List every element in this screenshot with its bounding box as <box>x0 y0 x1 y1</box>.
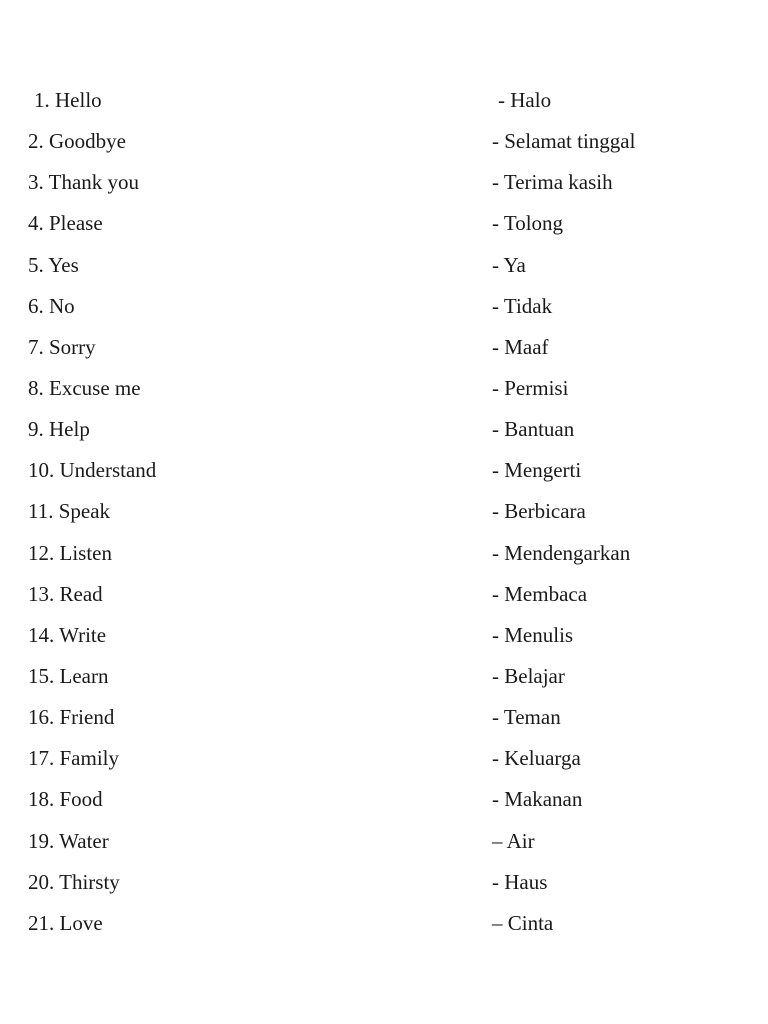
vocab-row <box>0 621 768 662</box>
indonesian-translation: - Maaf <box>492 334 549 359</box>
english-word: 18. Food <box>28 787 103 812</box>
english-word: 2. Goodbye <box>28 129 126 154</box>
vocab-row <box>0 539 768 580</box>
english-word: 5. Yes <box>28 252 79 277</box>
vocab-row <box>0 127 768 168</box>
english-word: 16. Friend <box>28 705 115 730</box>
indonesian-translation: - Keluarga <box>492 746 581 771</box>
english-word: 21. Love <box>28 910 103 935</box>
vocab-row <box>0 415 768 456</box>
indonesian-translation: - Selamat tinggal <box>492 129 636 154</box>
indonesian-translation: - Menulis <box>492 622 574 647</box>
vocab-row <box>0 251 768 292</box>
indonesian-translation: - Berbicara <box>492 499 586 524</box>
vocab-row <box>0 292 768 333</box>
vocab-row <box>0 703 768 744</box>
indonesian-translation: - Terima kasih <box>492 170 613 195</box>
indonesian-translation: - Ya <box>492 252 526 277</box>
vocab-row <box>0 209 768 250</box>
english-word: 17. Family <box>28 746 120 771</box>
vocabulary-list <box>0 86 768 950</box>
indonesian-translation: - Haus <box>492 869 548 894</box>
vocab-row <box>0 374 768 415</box>
indonesian-translation: - Makanan <box>492 787 583 812</box>
vocab-row <box>0 456 768 497</box>
english-word: 15. Learn <box>28 663 109 688</box>
english-word: 4. Please <box>28 211 103 236</box>
indonesian-translation: - Tidak <box>492 293 553 318</box>
english-word: 3. Thank you <box>28 170 140 195</box>
indonesian-translation: – Air <box>492 828 535 853</box>
indonesian-translation: - Bantuan <box>492 417 575 442</box>
vocab-row <box>0 909 768 950</box>
english-word: 9. Help <box>28 417 90 442</box>
vocab-row <box>0 744 768 785</box>
english-word: 20. Thirsty <box>28 869 120 894</box>
indonesian-translation: - Mengerti <box>492 458 582 483</box>
english-word: 12. Listen <box>28 540 112 565</box>
vocab-row <box>0 868 768 909</box>
indonesian-translation: - Mendengarkan <box>492 540 631 565</box>
vocab-row <box>0 785 768 826</box>
english-word: 14. Write <box>28 622 107 647</box>
english-word: 6. No <box>28 293 75 318</box>
indonesian-translation: - Halo <box>498 88 552 112</box>
english-word: 11. Speak <box>28 499 111 524</box>
vocab-row <box>0 662 768 703</box>
english-word: 13. Read <box>28 581 103 606</box>
indonesian-translation: - Permisi <box>492 375 569 400</box>
english-word: 8. Excuse me <box>28 375 141 400</box>
indonesian-translation: - Membaca <box>492 581 588 606</box>
vocab-row <box>0 333 768 374</box>
english-word: 7. Sorry <box>28 334 96 359</box>
vocab-row <box>0 827 768 868</box>
english-word: 19. Water <box>28 828 109 853</box>
english-word: 1. Hello <box>34 88 102 112</box>
vocab-row <box>0 497 768 538</box>
vocab-row <box>0 168 768 209</box>
vocab-row <box>0 86 768 127</box>
english-word: 10. Understand <box>28 458 157 483</box>
indonesian-translation: - Teman <box>492 705 561 730</box>
vocab-row <box>0 580 768 621</box>
indonesian-translation: – Cinta <box>492 910 554 935</box>
indonesian-translation: - Tolong <box>492 211 564 236</box>
indonesian-translation: - Belajar <box>492 663 565 688</box>
